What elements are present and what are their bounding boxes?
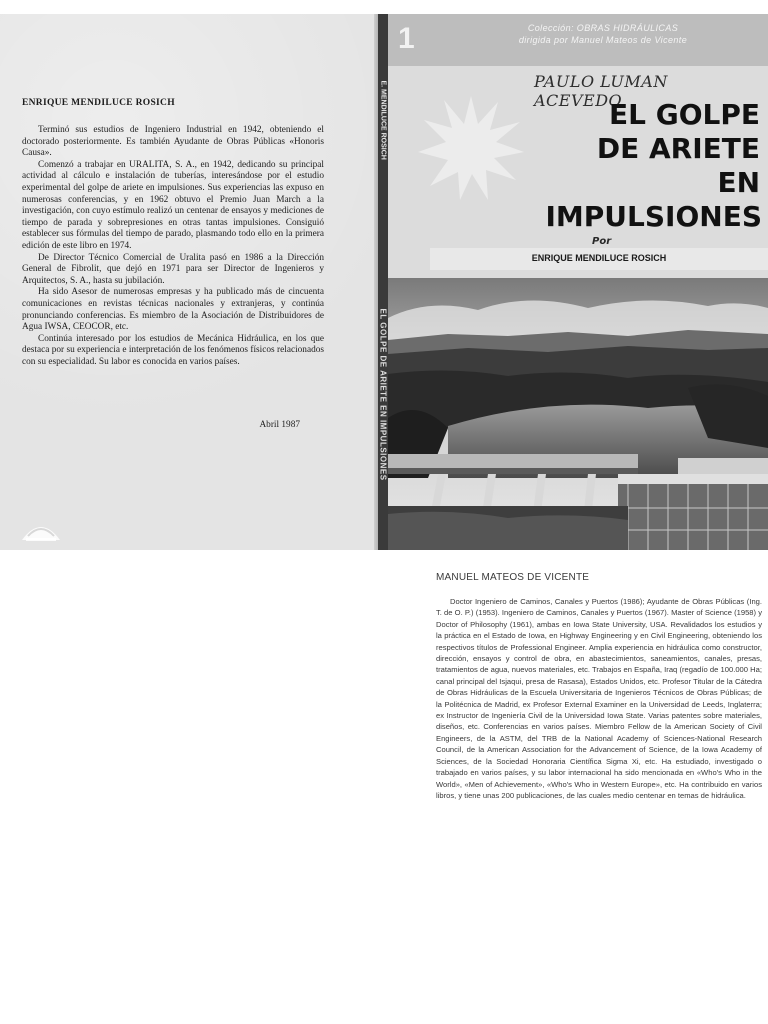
bio-paragraph: De Director Técnico Comercial de Uralita pasó en 1986 a la Dirección General de Fibrolit, que dejó en 1971 para ser Director de Ingenieros y Arquitectos, S. A., hasta su jubilación. bbox=[22, 252, 324, 286]
bio-paragraph: Continúa interesado por los estudios de Mecánica Hidráulica, en los que destaca por su experiencia e interpretación de los fenómenos físicos relacionados con su especialidad. Su labor es conocida en varios países. bbox=[22, 333, 324, 367]
back-cover-bio bbox=[22, 125, 324, 368]
book-title bbox=[528, 98, 760, 200]
bio-paragraph: Terminó sus estudios de Ingeniero Industrial en 1942, obteniendo el doctorado posteriormente. Es también Ayudante de Obras Públicas «Honoris Causa». bbox=[22, 125, 324, 159]
title-line: DE ARIETE bbox=[596, 132, 760, 165]
title-line: EN bbox=[717, 166, 760, 199]
collection-text bbox=[478, 22, 728, 46]
front-cover bbox=[388, 14, 768, 550]
starburst-icon bbox=[416, 94, 526, 204]
collection-band bbox=[388, 14, 768, 66]
title-line: EL GOLPE bbox=[609, 98, 760, 131]
collection-line: Colección: OBRAS HIDRÁULICAS bbox=[527, 23, 679, 33]
bio-paragraph: Ha sido Asesor de numerosas empresas y ha publicado más de cincuenta comunicaciones en revistas técnicas nacionales y extranjeras, y continúa pronunciando conferencias. Es miembro de la Asociación de Distribuidores de Agua IWSA, CEOCOR, etc. bbox=[22, 287, 324, 333]
lower-page bbox=[400, 556, 768, 1024]
author-band bbox=[430, 248, 768, 270]
dam-photograph bbox=[388, 278, 768, 550]
front-cover-author: ENRIQUE MENDILUCE ROSICH bbox=[531, 253, 667, 263]
back-cover-author-heading: ENRIQUE MENDILUCE ROSICH bbox=[22, 98, 175, 108]
spine-title: EL GOLPE DE ARIETE EN IMPULSIONES bbox=[378, 308, 388, 481]
collection-editor-line: dirigida por Manuel Mateos de Vicente bbox=[518, 35, 688, 45]
back-cover-date: Abril 1987 bbox=[259, 420, 300, 430]
spine-author: E. MENDILUCE ROSICH bbox=[379, 80, 387, 160]
series-number: 1 bbox=[398, 22, 415, 55]
book-spine bbox=[378, 14, 388, 550]
lower-page-author-heading: MANUEL MATEOS DE VICENTE bbox=[436, 572, 590, 583]
back-cover bbox=[0, 14, 378, 550]
title-line: IMPULSIONES bbox=[545, 200, 762, 233]
by-label: Por bbox=[592, 236, 612, 247]
lower-page-bio: Doctor Ingeniero de Caminos, Canales y Puertos (1986); Ayudante de Obras Públicas (Ing. T. de O. P.) (1953). Ingeniero de Caminos, Canales y Puertos (1967). Master of Science (1958) y Doctor of Philosophy (1961), ambas en Iowa State University, USA. Revalidados los estudios y la práctica en el Estado de Iowa, en Highway Engineering y en Civil Engineering, obteniendo los respectivos títulos de Professional Engineer. Amplia experiencia en hidráulica como constructor, dirección, ensayos y control de obra, en abastecimientos, saneamientos, canales, presas, tratamientos de agua, nuevos materiales, etc. Trabajos en España, Iraq (regadío de 100.000 Ha; canal principal del Isjaqui, presa de Rasasa), Estados Unidos, etc. Profesor Titular de la Cátedra de Obras Hidráulicas de la Escuela Universitaria de Ingenieros Técnicos de Obras Públicas; de la Politécnica de Madrid, ex Profesor External Examiner en la Universidad de Leeds, Inglaterra; ex Instructor de Ingeniería Civil de la Universidad Iowa State. Varias patentes sobre materiales, diseños, etc. Conferencias en varios países. Miembro Fellow de la American Society of Civil Engineers, de la ASTM, del TRB de la National Academy of Sciences-National Research Council, de la American Association for the Advancement of Science, de la Iowa Academy of Sciences, de la Sociedad Honoraria Científica Sigma Xi, etc. Ha estudiado, investigado o trabajado en varios países, y su labor internacional ha sido mencionada en «Who's Who in the World», «Men of Achievement», «Who's Who in Western Europe», etc. Ha contribuido en varios libros, y tiene unas 200 publicaciones, de las cuales medio centenar en temas de hidráulica. bbox=[436, 597, 762, 800]
handwritten-owner-name: PAULO LUMAN ACEVEDO bbox=[534, 72, 668, 110]
publisher-logo-icon bbox=[20, 514, 62, 544]
bio-paragraph: Comenzó a trabajar en URALITA, S. A., en 1942, dedicando su principal actividad al cálculo e instalación de tuberías, interesándose por el estudio experimental del golpe de ariete en impulsiones. Sus experiencias las expuso en numerosas conferencias, y en 1962 obtuvo el Premio Juan March a la investigación, con cuyo estímulo realizó un centenar de ensayos y mediciones de tiempo de parada y sobrepresiones en otras tantas impulsiones. Consiguió establecer sus fórmulas del tiempo de parado, plasmando todo ello en la primera edición de este libro en 1974. bbox=[22, 159, 324, 251]
